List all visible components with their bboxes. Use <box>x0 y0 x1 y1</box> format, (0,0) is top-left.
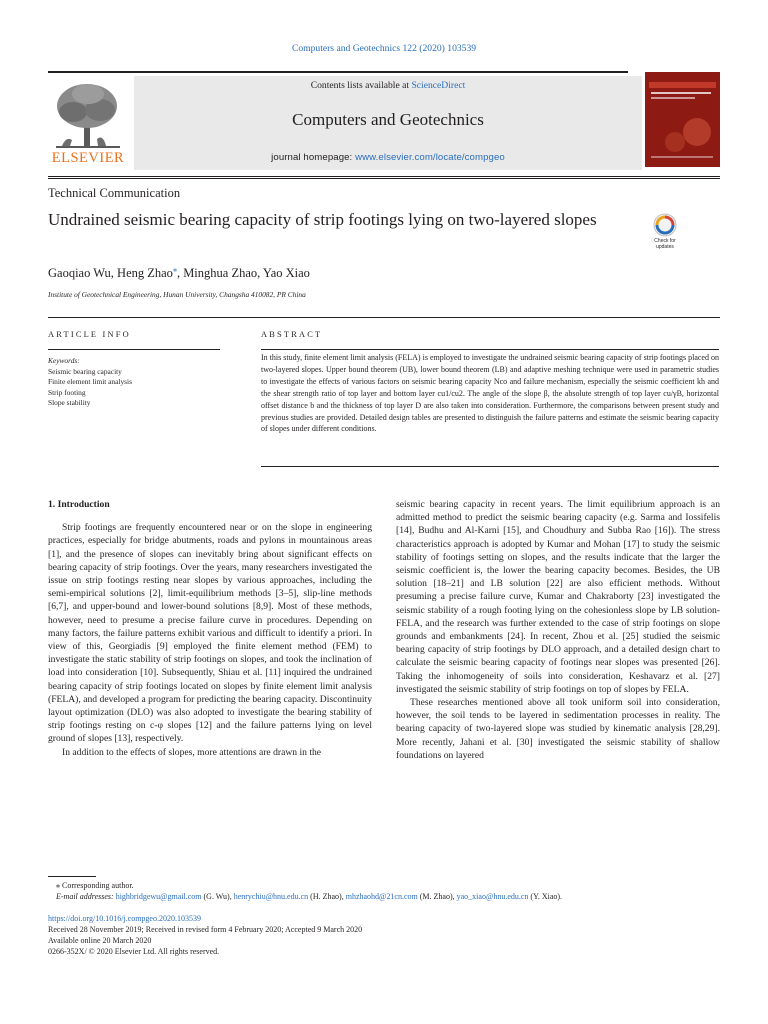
doi-link[interactable]: https://doi.org/10.1016/j.compgeo.2020.103539 <box>48 914 201 923</box>
email-link[interactable]: yao_xiao@hnu.edu.cn <box>456 892 529 901</box>
abstract-text: In this study, finite element limit analysis (FELA) is employed to investigate the undrained seismic bearing capacity of strip footings placed on two-layered slopes. Upper bound theorem (UB), lower bound theorem (LB) and adaptive meshing technique were used in parametric studies to investigate the effects of various factors on seismic bearing capacity Nco and failure mechanism, especially the seismic coefficient kh and the shear strength ratio of top layer and bottom layer cu1/cu2. The angle of the slope β, the absolute strength of top layer cu/γB, horizontal offset distance b and the thickness of top layer D are also taken into consideration. Furthermore, the comparisons between present study and previous studies are provided. Detailed design tables are presented to distinguish the failure patterns and estimate the seismic bearing capacity of slopes under different conditions. <box>261 353 719 434</box>
right-column <box>396 498 720 762</box>
received-dates: Received 28 November 2019; Received in revised form 4 February 2020; Accepted 9 March 2020 <box>48 925 363 934</box>
intro-paragraph: These researches mentioned above all took uniform soil into consideration, however, the soil tends to be layered in sedimentation processes in reality. The bearing capacity of two-layered slope was studied by kinematic analysis [28,29]. More recently, Jahani et al. [30] investigated the seismic stability of shallow foundations on layered <box>396 697 720 761</box>
journal-title: Computers and Geotechnics <box>292 110 484 129</box>
article-section-type: Technical Communication <box>48 186 181 200</box>
footnotes <box>56 880 720 902</box>
contents-line: Contents lists available at ScienceDirect <box>310 80 466 91</box>
masthead-bottom-rule-2 <box>48 178 720 179</box>
keyword-item: Strip footing <box>48 387 86 397</box>
masthead <box>48 76 628 170</box>
journal-cover-thumbnail <box>645 72 720 167</box>
keywords-label: Keywords: <box>48 356 80 365</box>
intro-paragraph: Strip footings are frequently encountered near or on the slope in engineering practices, especially for bridge abutments, roads and pylons in mountainous areas [1], and the presence of slopes can inevitably bring about significant effects on bearing capacity of strip footings. Over the years, many researchers investigated the issue on strip footings resting near slopes by various approaches, including the semi-empirical solutions [2], limit-equilibrium methods [3–5], slip-line methods [6,7], and upper-bound and lower-bound solutions [8,9]. Most of these methods, however, need to presume a precise failure curve in procedures. Depending on many factors, the failure patterns exhibit various and difficult to identify a priori. In view of this, Georgiadis [9] employed the finite element method (FEM) to investigate the static stability of strip footings on slopes, and took the inclination of load into consideration [10]. Subsequently, Shiau et al. [11] inquired the undrained bearing capacity of strip footings located on slopes by finite element limit analysis (FELA), and developed a program for predicting the bearing capacity. Discontinuity layout optimization (DLO) was also adopted to investigate the bearing stability of strip footings resting on c-φ slopes [12] and the failure patterns lying on level ground of slopes [13], respectively. <box>48 522 372 745</box>
check-for-updates-label: Check for updates <box>654 238 676 250</box>
journal-homepage-link[interactable]: www.elsevier.com/locate/compgeo <box>355 152 505 163</box>
journal-cover-icon <box>645 72 720 167</box>
article-info-heading: ARTICLE INFO <box>48 330 131 339</box>
email-link[interactable]: highbridgewu@gmail.com <box>115 892 202 901</box>
abstract-heading: ABSTRACT <box>261 330 323 339</box>
keywords-block <box>48 356 132 409</box>
check-for-updates-icon <box>645 211 685 241</box>
article-info-top-rule <box>48 317 720 318</box>
elsevier-logo <box>48 76 128 170</box>
abstract-bottom-rule <box>261 466 719 467</box>
author-affiliation: Institute of Geotechnical Engineering, Hunan University, Changsha 410082, PR China <box>48 290 306 299</box>
masthead-top-rule <box>48 71 628 73</box>
keyword-item: Finite element limit analysis <box>48 377 132 387</box>
sciencedirect-link[interactable]: ScienceDirect <box>411 80 466 91</box>
elsevier-wordmark: ELSEVIER <box>51 150 125 166</box>
journal-reference[interactable]: Computers and Geotechnics 122 (2020) 103539 <box>291 43 477 54</box>
introduction-heading: 1. Introduction <box>48 499 110 510</box>
publication-history <box>48 913 720 957</box>
corresponding-author-note: ⁎ Corresponding author. <box>56 881 134 890</box>
keyword-item: Slope stability <box>48 398 91 408</box>
abstract-rule <box>261 349 719 350</box>
keyword-item: Seismic bearing capacity <box>48 366 122 376</box>
intro-paragraph: seismic bearing capacity in recent years. The limit equilibrium approach is an admitted method to predict the seismic bearing capacity (e.g. Sarma and Iossifelis [14], Budhu and Al-Karni [15], and Choudhury and Subba Rao [16]). The stress characteristics approach is adopted by Kumar and Mohan [17] to study the seismic stability of footings setting on slopes, and the results indicate that the larger the seismic coefficient is, the lower the bearing capacity becomes. Besides, the UB solution [18–21] and LB solution [22] are also efficient methods. Without presuming a precise failure curve, Kumar and Chakraborty [23] investigated the seismic stability of a rough footing lying on the cohesionless slope by LB solution-FELA, and the research was further extended to the case of strip footings on slope grounds and embankments [24]. In recent, Zhou et al. [25] studied the seismic bearing capacity of strip footings by DLO approach, and a detailed design chart to calculate the seismic bearing capacity of footings near slopes was presented [26]. Taking the inhomogeneity of soils into consideration, Keshavarz et al. [27] investigated the seismic stability of strip footings on top of slopes by FELA. <box>396 499 720 695</box>
article-title: Undrained seismic bearing capacity of strip footings lying on two-layered slopes <box>48 210 597 229</box>
footnote-rule <box>48 876 96 877</box>
masthead-center <box>134 76 642 170</box>
available-online: Available online 20 March 2020 <box>48 936 152 945</box>
author-list: Gaoqiao Wu, Heng Zhao⁎, Minghua Zhao, Yao Xiao <box>48 265 310 281</box>
check-for-updates-badge[interactable] <box>645 211 685 253</box>
email-link[interactable]: mhzhaohd@21cn.com <box>345 892 418 901</box>
left-column <box>48 498 372 759</box>
journal-homepage-line: journal homepage: www.elsevier.com/locate/compgeo <box>271 152 505 163</box>
intro-paragraph: In addition to the effects of slopes, more attentions are drawn in the <box>62 746 322 758</box>
email-link[interactable]: henrychiu@hnu.edu.cn <box>233 892 309 901</box>
copyright-line: 0266-352X/ © 2020 Elsevier Ltd. All rights reserved. <box>48 947 220 956</box>
corresponding-author-marker[interactable]: ⁎ <box>172 265 177 274</box>
article-info-rule <box>48 349 220 350</box>
masthead-bottom-rule <box>48 176 720 177</box>
email-addresses: E-mail addresses: highbridgewu@gmail.com (G. Wu), henrychiu@hnu.edu.cn (H. Zhao), mhzhaohd@21cn.com (M. Zhao), yao_xiao@hnu.edu.cn (Y. Xiao). <box>56 892 563 901</box>
